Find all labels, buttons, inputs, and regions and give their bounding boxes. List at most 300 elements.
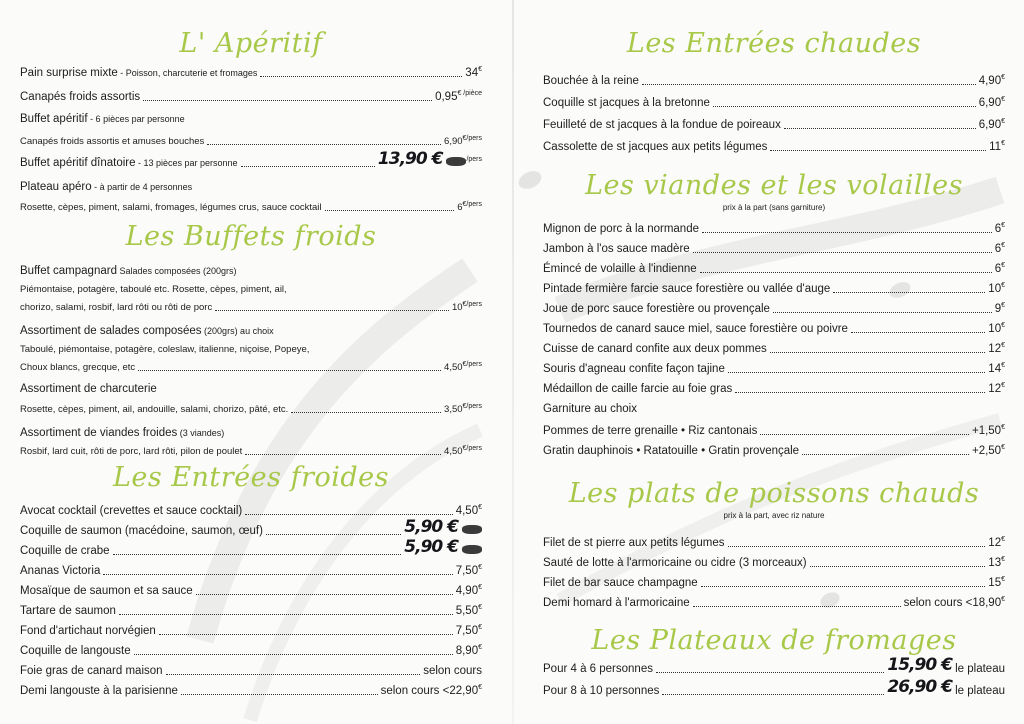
item-name-text: Choux blancs, grecque, etc <box>20 362 136 373</box>
price-value: 7,50 <box>455 565 479 577</box>
item-price <box>995 259 1005 276</box>
item-name <box>20 113 185 126</box>
item-name <box>20 665 163 678</box>
item-name <box>543 537 725 550</box>
dot-leader <box>143 100 432 101</box>
item-name-text: Rosbif, lard cuit, rôti de porc, lard rôti, pilon de poulet <box>20 446 243 457</box>
price-unit: €/pers <box>462 134 482 142</box>
poissons-subtitle: prix à la part, avec riz nature <box>723 511 825 520</box>
menu-line <box>543 236 1005 256</box>
dot-leader <box>103 574 452 575</box>
menu-line <box>543 418 1005 438</box>
item-name-text: Coquille de langouste <box>20 645 131 657</box>
dot-leader <box>291 412 441 413</box>
item-name-text: Plateau apéro <box>20 181 92 193</box>
item-name <box>20 525 263 538</box>
item-price <box>972 421 1005 438</box>
item-name <box>20 605 116 618</box>
menu-line <box>20 60 482 80</box>
item-name <box>20 685 178 698</box>
item-name <box>20 157 238 170</box>
item-name <box>20 445 242 458</box>
price-unit: € <box>1001 74 1005 82</box>
price-value: +1,50 <box>971 425 1002 437</box>
price-unit: € <box>1001 302 1005 310</box>
item-name-text: Assortiment de salades composées <box>20 325 202 337</box>
price-value: 10 <box>988 323 1002 335</box>
price-value: 4,50 <box>455 505 479 517</box>
menu-line <box>543 590 1005 610</box>
handwritten-price: 15,90 € <box>887 655 952 675</box>
item-name-text: Pain surprise mixte <box>20 67 118 79</box>
price-unit: € <box>1001 382 1005 390</box>
item-name <box>20 505 242 518</box>
menu-line <box>543 134 1005 154</box>
item-price <box>887 677 1005 698</box>
price-unit: € <box>478 644 482 652</box>
menu-line <box>543 90 1005 110</box>
dot-leader <box>702 232 992 233</box>
price-unit: € <box>478 684 482 692</box>
dot-leader <box>245 454 441 455</box>
item-name <box>20 545 110 558</box>
item-name <box>543 343 767 356</box>
dot-leader <box>802 454 969 455</box>
item-name <box>20 361 135 374</box>
section-title-aperitif: L' Apéritif <box>179 28 323 59</box>
price-value: 4,50 <box>444 362 463 373</box>
menu-line <box>543 316 1005 336</box>
scribbled-out-price <box>462 525 482 534</box>
menu-line <box>20 558 482 578</box>
item-name <box>543 119 781 132</box>
menu-line <box>20 420 482 440</box>
item-name-text: Avocat cocktail (crevettes et sauce cocktail) <box>20 505 243 517</box>
item-price <box>995 239 1005 256</box>
item-name <box>543 577 698 590</box>
item-name-text: Feuilleté de st jacques à la fondue de poireaux <box>543 119 781 131</box>
item-name-text: Canapés froids assortis et amuses bouches <box>20 136 205 147</box>
price-value: 6 <box>994 263 1002 275</box>
menu-line <box>543 336 1005 356</box>
item-price <box>444 358 482 374</box>
section-title-entrees-chaudes: Les Entrées chaudes <box>626 28 922 59</box>
section-title-poissons: Les plats de poissons chauds <box>568 478 980 509</box>
price-unit: €/pers <box>462 300 482 308</box>
price-unit: € <box>1001 342 1005 350</box>
item-name-text: Bouchée à la reine <box>543 75 639 87</box>
dot-leader <box>241 166 375 167</box>
viandes-subtitle: prix à la part (sans garniture) <box>722 203 826 212</box>
item-name <box>20 67 257 80</box>
item-name-text: Pour 8 à 10 personnes <box>543 685 660 697</box>
menu-line <box>20 598 482 618</box>
item-price <box>979 93 1005 110</box>
item-name-text: Canapés froids assortis <box>20 91 141 103</box>
item-name-text: Filet de bar sauce champagne <box>543 577 698 589</box>
item-price <box>381 681 482 698</box>
item-name-text: Buffet apéritif dînatoire <box>20 157 136 169</box>
item-name-text: Filet de st pierre aux petits légumes <box>543 537 725 549</box>
dot-leader <box>207 144 441 145</box>
dot-leader <box>166 674 421 675</box>
item-price <box>988 339 1005 356</box>
item-price <box>377 149 482 170</box>
item-price <box>995 299 1005 316</box>
item-name <box>543 363 725 376</box>
item-name <box>20 135 204 148</box>
item-name <box>543 263 697 276</box>
handwritten-price: 26,90 € <box>887 677 952 697</box>
price-value: +2,50 <box>971 445 1002 457</box>
menu-line <box>20 518 482 538</box>
item-name-text: Rosette, cèpes, piment, salami, fromages, légumes crus, sauce cocktail <box>20 202 322 213</box>
price-unit: €/pers <box>462 360 482 368</box>
item-name <box>20 201 322 214</box>
price-value: 4,50 <box>444 446 463 457</box>
menu-line <box>543 550 1005 570</box>
item-name-text: Coquille de crabe <box>20 545 110 557</box>
item-name <box>20 625 156 638</box>
price-value: 15 <box>988 577 1002 589</box>
item-price <box>989 137 1005 154</box>
dot-leader <box>728 372 985 373</box>
item-price <box>435 87 482 104</box>
item-name <box>543 403 637 416</box>
item-price <box>995 219 1005 236</box>
item-name-text: chorizo, salami, rosbif, lard rôti ou rôti de porc <box>20 302 213 313</box>
section-title-fromages: Les Plateaux de fromages <box>591 625 957 656</box>
menu-line <box>20 638 482 658</box>
dot-leader <box>215 310 449 311</box>
item-name-text: Pintade fermière farcie sauce forestière ou vallée d'auge <box>543 283 831 295</box>
section-title-buffets: Les Buffets froids <box>125 221 377 252</box>
price-unit: € <box>1001 362 1005 370</box>
price-unit: € <box>1001 140 1005 148</box>
item-name <box>543 685 659 698</box>
item-description: Salades composées (200grs) <box>116 266 237 276</box>
item-name-text: Buffet campagnard <box>20 265 117 277</box>
item-name-text: Fond d'artichaut norvégien <box>20 625 156 637</box>
menu-line <box>543 68 1005 88</box>
item-name <box>20 301 212 314</box>
item-price <box>979 115 1005 132</box>
price-unit: € <box>1001 282 1005 290</box>
menu-line <box>20 84 482 104</box>
menu-line <box>543 256 1005 276</box>
menu-line <box>543 438 1005 458</box>
menu-line <box>20 318 482 338</box>
menu-line <box>20 498 482 518</box>
menu-line <box>543 376 1005 396</box>
price-unit: € <box>1001 242 1005 250</box>
menu-line <box>20 128 482 148</box>
price-value: 4,90 <box>455 585 479 597</box>
price-unit: € <box>1001 322 1005 330</box>
menu-line <box>20 376 482 396</box>
item-price <box>456 621 482 638</box>
item-price <box>465 63 482 80</box>
price-value: selon cours <22,90 <box>380 685 479 697</box>
dot-leader <box>138 370 441 371</box>
dot-leader <box>134 654 453 655</box>
price-value: 34 <box>465 67 479 79</box>
item-name-text: Sauté de lotte à l'armoricaine ou cidre (3 morceaux) <box>543 557 807 569</box>
price-unit: € <box>1001 424 1005 432</box>
price-value: 6 <box>994 223 1002 235</box>
item-name-text: Assortiment de viandes froides <box>20 427 178 439</box>
dot-leader <box>113 554 402 555</box>
price-unit: € <box>1001 118 1005 126</box>
item-price <box>404 517 482 538</box>
menu-line <box>20 174 482 194</box>
item-name <box>20 383 157 396</box>
item-name-text: Médaillon de caille farcie au foie gras <box>543 383 733 395</box>
item-price <box>979 71 1005 88</box>
item-price <box>456 601 482 618</box>
dot-leader <box>713 106 976 107</box>
price-value: 6,90 <box>444 136 463 147</box>
price-unit: € <box>478 504 482 512</box>
menu-line <box>20 258 482 278</box>
item-name-text: Mosaïque de saumon et sa sauce <box>20 585 193 597</box>
dot-leader <box>833 292 985 293</box>
page-fold <box>512 0 514 724</box>
item-name-text: Assortiment de charcuterie <box>20 383 157 395</box>
item-description: - Poisson, charcuterie et fromages <box>117 68 258 78</box>
item-name-text: Cuisse de canard confite aux deux pommes <box>543 343 767 355</box>
item-name <box>543 223 699 236</box>
item-name <box>20 403 288 416</box>
price-unit: € <box>1001 222 1005 230</box>
dot-leader <box>693 252 992 253</box>
dot-leader <box>810 566 986 567</box>
item-price <box>988 379 1005 396</box>
price-value: 11 <box>989 141 1002 153</box>
item-price <box>988 319 1005 336</box>
item-name <box>543 303 770 316</box>
dot-leader <box>656 672 884 673</box>
item-name <box>543 283 830 296</box>
item-name <box>543 557 807 570</box>
item-name-text: Pour 4 à 6 personnes <box>543 663 653 675</box>
price-unit: € <box>478 66 482 74</box>
item-description: - 6 pièces par personne <box>87 114 185 124</box>
item-name-text: Joue de porc sauce forestière ou provençale <box>543 303 770 315</box>
price-value: 7,50 <box>455 625 479 637</box>
price-value: 5,50 <box>455 605 479 617</box>
price-value: 13 <box>988 557 1002 569</box>
item-description: (3 viandes) <box>177 428 225 438</box>
dot-leader <box>784 128 976 129</box>
menu-line <box>20 354 482 374</box>
item-name-text: Garniture au choix <box>543 403 637 415</box>
item-price <box>457 198 482 214</box>
price-value: selon cours <box>423 665 482 677</box>
price-value: 10 <box>451 302 463 313</box>
item-name <box>20 645 131 658</box>
price-value: 0,95 <box>435 91 458 103</box>
item-price <box>988 533 1005 550</box>
item-name <box>543 663 653 676</box>
price-value: 8,90 <box>455 645 479 657</box>
menu-line <box>543 216 1005 236</box>
item-name <box>543 141 767 154</box>
price-value: 6 <box>457 202 463 213</box>
menu-line <box>20 336 482 356</box>
item-name <box>20 585 193 598</box>
item-name <box>543 75 639 88</box>
menu-line <box>543 570 1005 590</box>
handwritten-price: 5,90 € <box>404 517 458 537</box>
dot-leader <box>266 534 401 535</box>
item-name-text: Tournedos de canard sauce miel, sauce forestière ou poivre <box>543 323 848 335</box>
item-name <box>20 91 140 104</box>
item-name <box>543 445 799 458</box>
price-unit: € <box>1001 596 1005 604</box>
price-value: 3,50 <box>444 404 463 415</box>
dot-leader <box>760 434 969 435</box>
price-value: 12 <box>988 343 1002 355</box>
item-name-text: Foie gras de canard maison <box>20 665 163 677</box>
menu-line <box>20 106 482 126</box>
dot-leader <box>119 614 453 615</box>
item-name-text: Émincé de volaille à l'indienne <box>543 263 697 275</box>
price-unit: €/pers <box>462 402 482 410</box>
menu-line <box>20 658 482 678</box>
section-title-viandes: Les viandes et les volailles <box>585 170 963 201</box>
item-name <box>20 181 192 194</box>
dot-leader <box>181 694 378 695</box>
item-name-text: Coquille de saumon (macédoine, saumon, œuf) <box>20 525 263 537</box>
item-price <box>404 537 482 558</box>
scribbled-out-price <box>446 157 466 166</box>
section-title-entrees-froides: Les Entrées froides <box>112 462 389 493</box>
dot-leader <box>260 76 462 77</box>
item-description: (200grs) au choix <box>201 326 274 336</box>
item-name-text: Coquille st jacques à la bretonne <box>543 97 710 109</box>
dot-leader <box>770 150 986 151</box>
menu-line <box>20 194 482 214</box>
price-value: 14 <box>988 363 1002 375</box>
item-name-text: Demi langouste à la parisienne <box>20 685 178 697</box>
price-unit: €/pers <box>462 444 482 452</box>
dot-leader <box>700 272 992 273</box>
item-price <box>444 400 482 416</box>
price-value: 9 <box>994 303 1002 315</box>
item-name-text: Rosette, cèpes, piment, ail, andouille, salami, chorizo, pâté, etc. <box>20 404 289 415</box>
price-unit: € <box>1001 556 1005 564</box>
price-value: 6,90 <box>978 97 1002 109</box>
menu-line <box>20 438 482 458</box>
price-unit: €/pers <box>462 200 482 208</box>
menu-line <box>543 276 1005 296</box>
item-price <box>988 359 1005 376</box>
item-description: - 13 pièces par personne <box>135 158 238 168</box>
dot-leader <box>735 392 985 393</box>
menu-line <box>543 530 1005 550</box>
item-name-text: Ananas Victoria <box>20 565 101 577</box>
dot-leader <box>693 606 901 607</box>
item-price <box>444 442 482 458</box>
item-price <box>887 655 1005 676</box>
price-value: 6 <box>994 243 1002 255</box>
menu-line <box>20 538 482 558</box>
item-price <box>988 573 1005 590</box>
item-price <box>972 441 1005 458</box>
menu-line <box>543 656 1005 676</box>
price-value: 12 <box>988 383 1002 395</box>
menu-line <box>20 578 482 598</box>
item-price <box>988 553 1005 570</box>
handwritten-price: 13,90 € <box>377 149 443 169</box>
scribbled-out-price <box>462 545 482 554</box>
menu-line <box>543 678 1005 698</box>
item-name-text: Buffet apéritif <box>20 113 88 125</box>
price-value: 6,90 <box>978 119 1002 131</box>
item-name-text: Pommes de terre grenaille • Riz cantonais <box>543 425 758 437</box>
dot-leader <box>159 634 453 635</box>
item-name <box>543 597 690 610</box>
menu-line <box>543 396 1005 416</box>
item-name-text: Jambon à l'os sauce madère <box>543 243 690 255</box>
item-price <box>456 581 482 598</box>
dot-leader <box>773 312 992 313</box>
item-price <box>423 665 482 678</box>
item-name <box>543 425 757 438</box>
price-unit: € <box>478 624 482 632</box>
item-price <box>452 298 482 314</box>
price-value: 12 <box>988 537 1002 549</box>
item-name-text: Taboulé, piémontaise, potagère, coleslaw, italienne, niçoise, Popeye, <box>20 344 310 355</box>
item-price <box>456 501 482 518</box>
item-price <box>456 561 482 578</box>
price-unit: /pers <box>466 156 482 164</box>
dot-leader <box>196 594 453 595</box>
price-value: selon cours <18,90 <box>903 597 1002 609</box>
dot-leader <box>325 210 455 211</box>
item-price <box>456 641 482 658</box>
dot-leader <box>851 332 985 333</box>
item-price <box>444 132 482 148</box>
item-description: - à partir de 4 personnes <box>91 182 193 192</box>
price-value: 10 <box>988 283 1002 295</box>
price-suffix: le plateau <box>951 663 1005 675</box>
price-unit: € <box>478 604 482 612</box>
item-name <box>543 383 732 396</box>
price-suffix: le plateau <box>951 685 1005 697</box>
menu-line <box>543 112 1005 132</box>
menu-line <box>543 296 1005 316</box>
price-unit: € <box>1001 96 1005 104</box>
item-name <box>543 323 848 336</box>
price-unit: € <box>1001 536 1005 544</box>
menu-line <box>20 276 482 296</box>
price-value: 4,90 <box>978 75 1002 87</box>
item-price <box>988 279 1005 296</box>
item-name-text: Gratin dauphinois • Ratatouille • Gratin provençale <box>543 445 800 457</box>
item-price <box>904 593 1005 610</box>
dot-leader <box>642 84 976 85</box>
item-name-text: Tartare de saumon <box>20 605 116 617</box>
menu-line <box>20 294 482 314</box>
item-name <box>543 97 710 110</box>
item-name-text: Cassolette de st jacques aux petits légumes <box>543 141 768 153</box>
item-name-text: Demi homard à l'armoricaine <box>543 597 690 609</box>
item-name-text: Piémontaise, potagère, taboulé etc. Rosette, cèpes, piment, ail, <box>20 284 287 295</box>
item-name <box>543 243 690 256</box>
price-unit: € /pièce <box>457 90 482 98</box>
